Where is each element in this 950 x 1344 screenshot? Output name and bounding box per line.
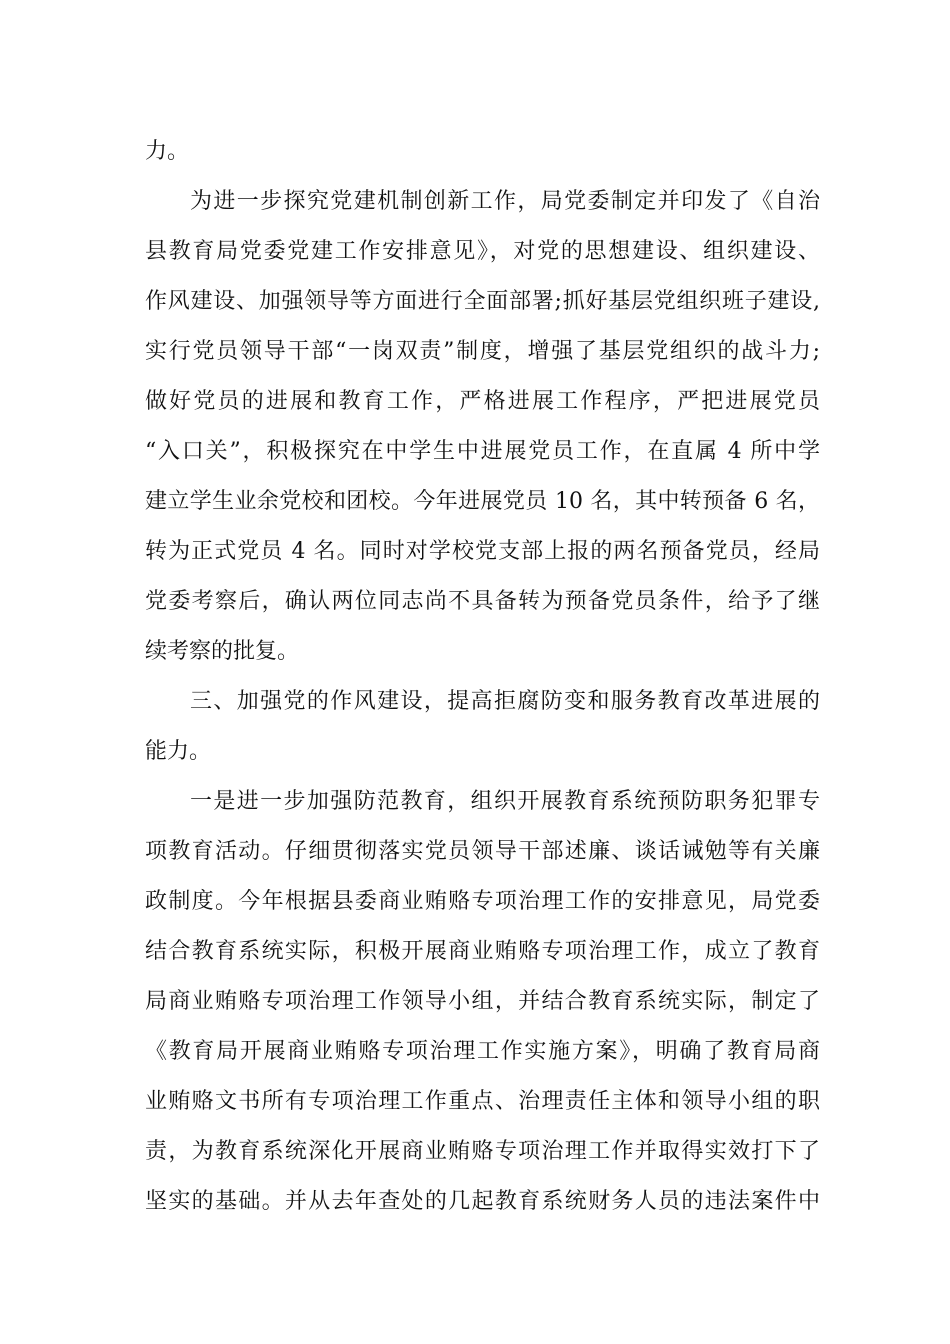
text-line-10: 党委考察后，确认两位同志尚不具备转为预备党员条件，给予了继 xyxy=(145,589,820,614)
text-line-18: 局商业贿赂专项治理工作领导小组，并结合教育系统实际，制定了 xyxy=(145,989,820,1014)
section-heading-line-2: 能力。 xyxy=(145,739,212,764)
text-line-20: 业贿赂文书所有专项治理工作重点、治理责任主体和领导小组的职 xyxy=(145,1089,820,1114)
text-line-8: 建立学生业余党校和团校。今年进展党员 10 名，其中转预备 6 名， xyxy=(145,489,820,514)
text-line-7: “入口关”，积极探究在中学生中进展党员工作，在直属 4 所中学 xyxy=(145,439,820,464)
text-line-21: 责，为教育系统深化开展商业贿赂专项治理工作并取得实效打下了 xyxy=(145,1139,820,1164)
text-line-1: 力。 xyxy=(145,139,190,164)
text-line-14: 一是进一步加强防范教育，组织开展教育系统预防职务犯罪专 xyxy=(190,789,820,814)
text-line-19: 《教育局开展商业贿赂专项治理工作实施方案》，明确了教育局商 xyxy=(145,1039,820,1064)
text-line-9: 转为正式党员 4 名。同时对学校党支部上报的两名预备党员，经局 xyxy=(145,539,820,564)
text-line-2: 为进一步探究党建机制创新工作，局党委制定并印发了《自治 xyxy=(190,189,820,214)
text-line-3: 县教育局党委党建工作安排意见》，对党的思想建设、组织建设、 xyxy=(145,239,820,264)
text-line-17: 结合教育系统实际，积极开展商业贿赂专项治理工作，成立了教育 xyxy=(145,939,820,964)
text-line-11: 续考察的批复。 xyxy=(145,639,300,664)
text-line-16: 政制度。今年根据县委商业贿赂专项治理工作的安排意见，局党委 xyxy=(145,889,820,914)
text-line-6: 做好党员的进展和教育工作，严格进展工作程序，严把进展党员 xyxy=(145,389,820,414)
text-line-15: 项教育活动。仔细贯彻落实党员领导干部述廉、谈话诫勉等有关廉 xyxy=(145,839,820,864)
text-line-4: 作风建设、加强领导等方面进行全面部署;抓好基层党组织班子建设, xyxy=(145,289,820,314)
section-heading-line-1: 三、加强党的作风建设，提高拒腐防变和服务教育改革进展的 xyxy=(190,689,820,714)
text-line-5: 实行党员领导干部“一岗双责”制度，增强了基层党组织的战斗力; xyxy=(145,339,820,364)
text-line-22: 坚实的基础。并从去年查处的几起教育系统财务人员的违法案件中 xyxy=(145,1189,820,1214)
